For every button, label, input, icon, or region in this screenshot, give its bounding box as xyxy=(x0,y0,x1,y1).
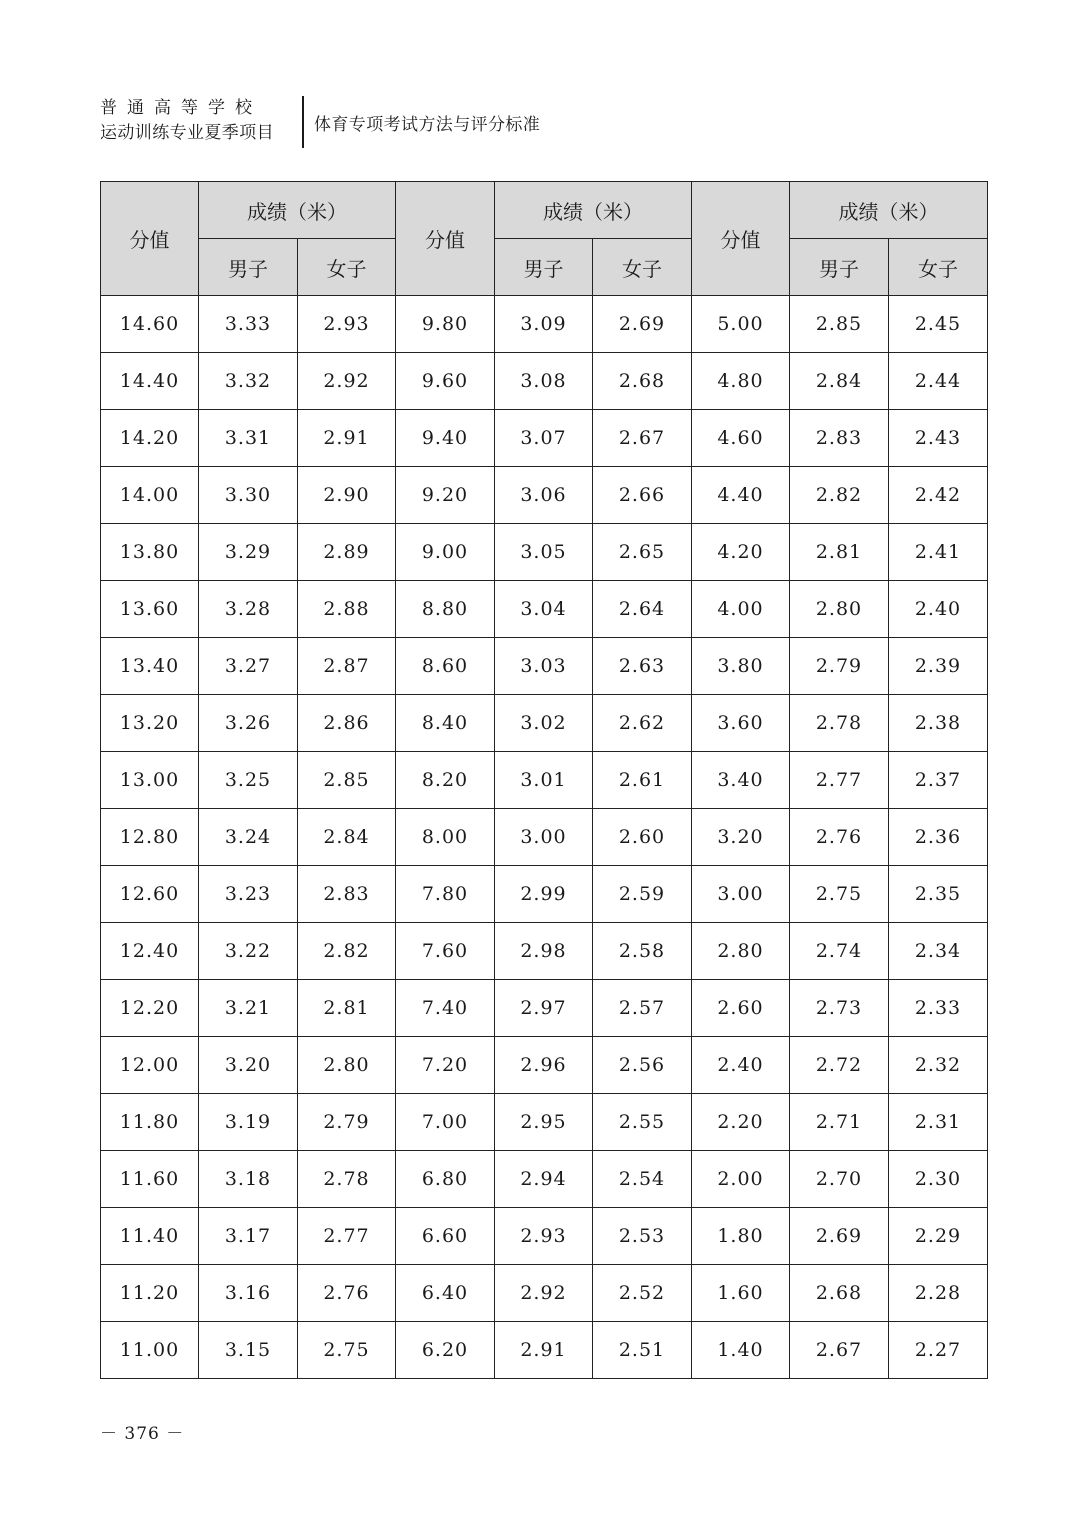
female-result-cell: 2.58 xyxy=(593,923,692,980)
table-row xyxy=(101,1037,988,1094)
section-title: 体育专项考试方法与评分标准 xyxy=(314,115,541,135)
female-result-cell: 2.83 xyxy=(298,866,396,923)
male-result-cell: 2.84 xyxy=(790,353,889,410)
score-cell: 9.00 xyxy=(396,524,495,581)
male-result-cell: 2.73 xyxy=(790,980,889,1037)
table-row xyxy=(101,524,988,581)
male-result-cell: 3.26 xyxy=(199,695,298,752)
female-result-cell: 2.81 xyxy=(298,980,396,1037)
male-result-cell: 2.72 xyxy=(790,1037,889,1094)
female-result-cell: 2.85 xyxy=(298,752,396,809)
male-header: 男子 xyxy=(495,239,593,296)
table-row xyxy=(101,410,988,467)
female-result-cell: 2.31 xyxy=(889,1094,988,1151)
score-cell: 7.20 xyxy=(396,1037,495,1094)
female-result-cell: 2.29 xyxy=(889,1208,988,1265)
female-result-cell: 2.88 xyxy=(298,581,396,638)
female-result-cell: 2.89 xyxy=(298,524,396,581)
female-result-cell: 2.66 xyxy=(593,467,692,524)
female-result-cell: 2.78 xyxy=(298,1151,396,1208)
male-result-cell: 2.70 xyxy=(790,1151,889,1208)
score-header: 分值 xyxy=(396,182,495,296)
male-result-cell: 3.31 xyxy=(199,410,298,467)
male-result-cell: 3.05 xyxy=(495,524,593,581)
result-header: 成绩（米） xyxy=(199,182,396,239)
male-result-cell: 3.22 xyxy=(199,923,298,980)
male-result-cell: 2.81 xyxy=(790,524,889,581)
male-result-cell: 3.01 xyxy=(495,752,593,809)
table-row xyxy=(101,866,988,923)
female-result-cell: 2.37 xyxy=(889,752,988,809)
female-result-cell: 2.42 xyxy=(889,467,988,524)
male-result-cell: 2.71 xyxy=(790,1094,889,1151)
score-cell: 8.60 xyxy=(396,638,495,695)
female-result-cell: 2.56 xyxy=(593,1037,692,1094)
female-result-cell: 2.82 xyxy=(298,923,396,980)
score-cell: 13.20 xyxy=(101,695,199,752)
male-result-cell: 3.04 xyxy=(495,581,593,638)
female-result-cell: 2.91 xyxy=(298,410,396,467)
male-result-cell: 2.75 xyxy=(790,866,889,923)
table-row xyxy=(101,296,988,353)
male-result-cell: 2.92 xyxy=(495,1265,593,1322)
female-result-cell: 2.63 xyxy=(593,638,692,695)
score-cell: 14.40 xyxy=(101,353,199,410)
table-row xyxy=(101,1208,988,1265)
book-title-line1: 普通高等学校 xyxy=(100,98,262,118)
male-result-cell: 3.17 xyxy=(199,1208,298,1265)
female-result-cell: 2.76 xyxy=(298,1265,396,1322)
score-cell: 11.40 xyxy=(101,1208,199,1265)
score-cell: 3.20 xyxy=(692,809,790,866)
female-result-cell: 2.84 xyxy=(298,809,396,866)
book-title xyxy=(100,96,294,146)
male-result-cell: 2.97 xyxy=(495,980,593,1037)
score-cell: 8.00 xyxy=(396,809,495,866)
score-cell: 14.20 xyxy=(101,410,199,467)
male-result-cell: 3.23 xyxy=(199,866,298,923)
male-result-cell: 3.27 xyxy=(199,638,298,695)
table-row xyxy=(101,638,988,695)
male-result-cell: 3.32 xyxy=(199,353,298,410)
table-row xyxy=(101,752,988,809)
male-result-cell: 3.29 xyxy=(199,524,298,581)
score-cell: 5.00 xyxy=(692,296,790,353)
female-result-cell: 2.41 xyxy=(889,524,988,581)
male-result-cell: 2.69 xyxy=(790,1208,889,1265)
score-cell: 9.20 xyxy=(396,467,495,524)
male-result-cell: 3.21 xyxy=(199,980,298,1037)
table-row xyxy=(101,695,988,752)
male-result-cell: 2.98 xyxy=(495,923,593,980)
score-cell: 7.80 xyxy=(396,866,495,923)
table-row xyxy=(101,1265,988,1322)
male-result-cell: 2.95 xyxy=(495,1094,593,1151)
table-row xyxy=(101,980,988,1037)
female-result-cell: 2.36 xyxy=(889,809,988,866)
score-table xyxy=(100,181,988,1379)
score-cell: 13.40 xyxy=(101,638,199,695)
female-result-cell: 2.54 xyxy=(593,1151,692,1208)
score-cell: 3.40 xyxy=(692,752,790,809)
score-cell: 3.60 xyxy=(692,695,790,752)
male-result-cell: 3.33 xyxy=(199,296,298,353)
male-result-cell: 3.09 xyxy=(495,296,593,353)
table-row xyxy=(101,353,988,410)
female-result-cell: 2.51 xyxy=(593,1322,692,1379)
score-cell: 8.20 xyxy=(396,752,495,809)
score-cell: 4.60 xyxy=(692,410,790,467)
score-cell: 2.80 xyxy=(692,923,790,980)
table-row xyxy=(101,1322,988,1379)
score-cell: 1.40 xyxy=(692,1322,790,1379)
table-row xyxy=(101,809,988,866)
score-cell: 13.80 xyxy=(101,524,199,581)
female-result-cell: 2.62 xyxy=(593,695,692,752)
male-result-cell: 2.79 xyxy=(790,638,889,695)
score-cell: 11.20 xyxy=(101,1265,199,1322)
female-result-cell: 2.52 xyxy=(593,1265,692,1322)
female-result-cell: 2.43 xyxy=(889,410,988,467)
female-result-cell: 2.67 xyxy=(593,410,692,467)
score-cell: 11.60 xyxy=(101,1151,199,1208)
score-cell: 12.80 xyxy=(101,809,199,866)
female-header: 女子 xyxy=(298,239,396,296)
score-cell: 2.00 xyxy=(692,1151,790,1208)
male-result-cell: 3.28 xyxy=(199,581,298,638)
score-cell: 14.60 xyxy=(101,296,199,353)
score-cell: 4.40 xyxy=(692,467,790,524)
table-row xyxy=(101,581,988,638)
male-result-cell: 3.18 xyxy=(199,1151,298,1208)
score-header: 分值 xyxy=(692,182,790,296)
table-header xyxy=(101,182,988,296)
table-row xyxy=(101,1094,988,1151)
female-result-cell: 2.38 xyxy=(889,695,988,752)
male-result-cell: 3.24 xyxy=(199,809,298,866)
score-cell: 8.40 xyxy=(396,695,495,752)
page-number: － 376 － xyxy=(100,1424,185,1444)
score-cell: 3.80 xyxy=(692,638,790,695)
book-title-line2: 运动训练专业夏季项目 xyxy=(100,123,274,143)
female-result-cell: 2.65 xyxy=(593,524,692,581)
female-result-cell: 2.92 xyxy=(298,353,396,410)
score-cell: 11.80 xyxy=(101,1094,199,1151)
table-row xyxy=(101,923,988,980)
female-result-cell: 2.55 xyxy=(593,1094,692,1151)
female-header: 女子 xyxy=(889,239,988,296)
score-cell: 4.00 xyxy=(692,581,790,638)
score-header: 分值 xyxy=(101,182,199,296)
female-result-cell: 2.77 xyxy=(298,1208,396,1265)
male-result-cell: 3.07 xyxy=(495,410,593,467)
male-result-cell: 2.85 xyxy=(790,296,889,353)
female-result-cell: 2.44 xyxy=(889,353,988,410)
score-cell: 7.00 xyxy=(396,1094,495,1151)
female-result-cell: 2.60 xyxy=(593,809,692,866)
score-cell: 7.40 xyxy=(396,980,495,1037)
female-result-cell: 2.79 xyxy=(298,1094,396,1151)
male-result-cell: 2.91 xyxy=(495,1322,593,1379)
male-result-cell: 2.82 xyxy=(790,467,889,524)
male-result-cell: 3.08 xyxy=(495,353,593,410)
female-result-cell: 2.68 xyxy=(593,353,692,410)
male-result-cell: 3.06 xyxy=(495,467,593,524)
female-result-cell: 2.53 xyxy=(593,1208,692,1265)
female-result-cell: 2.40 xyxy=(889,581,988,638)
female-result-cell: 2.30 xyxy=(889,1151,988,1208)
male-result-cell: 3.25 xyxy=(199,752,298,809)
score-cell: 12.20 xyxy=(101,980,199,1037)
male-result-cell: 2.80 xyxy=(790,581,889,638)
male-result-cell: 2.67 xyxy=(790,1322,889,1379)
female-result-cell: 2.34 xyxy=(889,923,988,980)
male-result-cell: 2.93 xyxy=(495,1208,593,1265)
score-cell: 9.40 xyxy=(396,410,495,467)
female-result-cell: 2.86 xyxy=(298,695,396,752)
female-result-cell: 2.39 xyxy=(889,638,988,695)
score-cell: 2.40 xyxy=(692,1037,790,1094)
score-cell: 6.20 xyxy=(396,1322,495,1379)
male-result-cell: 3.20 xyxy=(199,1037,298,1094)
male-result-cell: 3.16 xyxy=(199,1265,298,1322)
score-cell: 14.00 xyxy=(101,467,199,524)
score-cell: 13.60 xyxy=(101,581,199,638)
female-result-cell: 2.90 xyxy=(298,467,396,524)
result-header: 成绩（米） xyxy=(790,182,988,239)
score-cell: 2.20 xyxy=(692,1094,790,1151)
male-result-cell: 3.15 xyxy=(199,1322,298,1379)
male-header: 男子 xyxy=(199,239,298,296)
score-cell: 9.60 xyxy=(396,353,495,410)
female-result-cell: 2.93 xyxy=(298,296,396,353)
female-result-cell: 2.57 xyxy=(593,980,692,1037)
male-result-cell: 2.78 xyxy=(790,695,889,752)
score-cell: 11.00 xyxy=(101,1322,199,1379)
female-result-cell: 2.45 xyxy=(889,296,988,353)
female-header: 女子 xyxy=(593,239,692,296)
female-result-cell: 2.59 xyxy=(593,866,692,923)
header-row-2 xyxy=(101,239,988,296)
score-cell: 12.60 xyxy=(101,866,199,923)
score-cell: 6.60 xyxy=(396,1208,495,1265)
male-result-cell: 3.00 xyxy=(495,809,593,866)
male-result-cell: 2.96 xyxy=(495,1037,593,1094)
score-cell: 6.80 xyxy=(396,1151,495,1208)
score-cell: 1.80 xyxy=(692,1208,790,1265)
score-cell: 9.80 xyxy=(396,296,495,353)
score-cell: 4.20 xyxy=(692,524,790,581)
table-body xyxy=(101,296,988,1379)
male-result-cell: 3.19 xyxy=(199,1094,298,1151)
female-result-cell: 2.28 xyxy=(889,1265,988,1322)
header-row-1 xyxy=(101,182,988,239)
female-result-cell: 2.27 xyxy=(889,1322,988,1379)
female-result-cell: 2.69 xyxy=(593,296,692,353)
table-row xyxy=(101,1151,988,1208)
score-cell: 12.40 xyxy=(101,923,199,980)
score-cell: 4.80 xyxy=(692,353,790,410)
result-header: 成绩（米） xyxy=(495,182,692,239)
male-result-cell: 2.99 xyxy=(495,866,593,923)
score-cell: 3.00 xyxy=(692,866,790,923)
male-result-cell: 2.68 xyxy=(790,1265,889,1322)
female-result-cell: 2.61 xyxy=(593,752,692,809)
female-result-cell: 2.75 xyxy=(298,1322,396,1379)
male-header: 男子 xyxy=(790,239,889,296)
male-result-cell: 3.02 xyxy=(495,695,593,752)
female-result-cell: 2.80 xyxy=(298,1037,396,1094)
male-result-cell: 2.83 xyxy=(790,410,889,467)
female-result-cell: 2.32 xyxy=(889,1037,988,1094)
female-result-cell: 2.33 xyxy=(889,980,988,1037)
header-divider xyxy=(302,96,304,148)
score-cell: 6.40 xyxy=(396,1265,495,1322)
score-cell: 7.60 xyxy=(396,923,495,980)
score-cell: 13.00 xyxy=(101,752,199,809)
female-result-cell: 2.87 xyxy=(298,638,396,695)
male-result-cell: 2.94 xyxy=(495,1151,593,1208)
female-result-cell: 2.64 xyxy=(593,581,692,638)
male-result-cell: 3.30 xyxy=(199,467,298,524)
score-cell: 2.60 xyxy=(692,980,790,1037)
score-cell: 12.00 xyxy=(101,1037,199,1094)
score-cell: 1.60 xyxy=(692,1265,790,1322)
male-result-cell: 2.77 xyxy=(790,752,889,809)
male-result-cell: 2.74 xyxy=(790,923,889,980)
male-result-cell: 2.76 xyxy=(790,809,889,866)
female-result-cell: 2.35 xyxy=(889,866,988,923)
table-row xyxy=(101,467,988,524)
score-cell: 8.80 xyxy=(396,581,495,638)
male-result-cell: 3.03 xyxy=(495,638,593,695)
